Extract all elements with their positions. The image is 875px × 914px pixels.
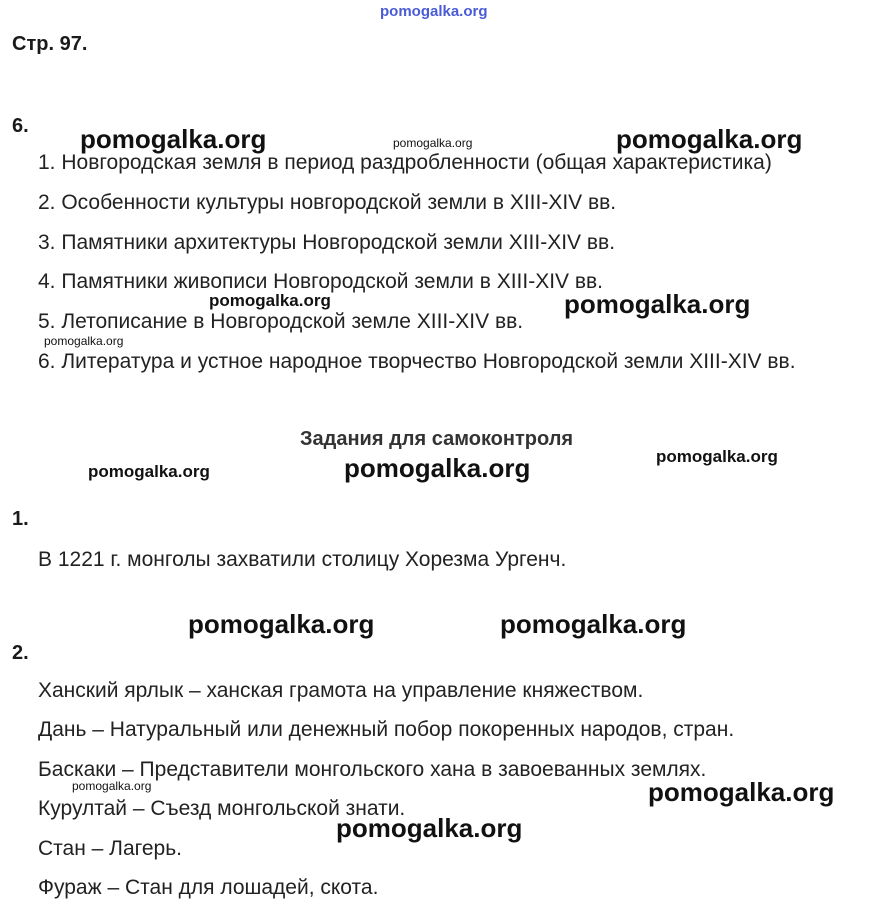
watermark: pomogalka.org [44,334,124,348]
watermark-top: pomogalka.org [380,3,488,20]
term-definition: Курултай – Съезд монгольской знати. [38,797,406,820]
watermark: pomogalka.org [209,291,331,310]
section-6-item: 3. Памятники архитектуры Новгородской земли XIII-XIV вв. [38,231,616,254]
watermark: pomogalka.org [188,609,375,639]
term-definition: Стан – Лагерь. [38,837,182,860]
section-6-number: 6. [12,115,29,137]
term-definition: Дань – Натуральный или денежный побор покоренных народов, стран. [38,718,735,741]
term-definition: Ханский ярлык – ханская грамота на управление княжеством. [38,679,644,702]
page-label: Стр. 97. [12,33,88,55]
watermark: pomogalka.org [648,777,835,807]
task-2-number: 2. [12,642,29,664]
watermark: pomogalka.org [393,136,473,150]
watermark: pomogalka.org [500,609,687,639]
watermark: pomogalka.org [80,124,267,154]
section-6-item: 5. Летописание в Новгородской земле XIII-XIV вв. [38,310,524,333]
task-1-text: В 1221 г. монголы захватили столицу Хорезма Ургенч. [38,548,567,571]
term-definition: Фураж – Стан для лошадей, скота. [38,876,379,899]
watermark: pomogalka.org [564,289,751,319]
section-6-item: 2. Особенности культуры новгородской земли в XIII-XIV вв. [38,191,617,214]
watermark: pomogalka.org [656,447,778,466]
term-definition: Баскаки – Представители монгольского хана в завоеванных землях. [38,758,707,781]
task-1-number: 1. [12,508,29,530]
watermark: pomogalka.org [616,124,803,154]
section-6-item: 1. Новгородская земля в период раздробленности (общая характеристика) [38,151,772,174]
watermark: pomogalka.org [344,453,531,483]
watermark: pomogalka.org [336,813,523,843]
watermark: pomogalka.org [72,779,152,793]
section-6-item: 6. Литература и устное народное творчество Новгородской земли XIII-XIV вв. [38,350,796,373]
section-6-item: 4. Памятники живописи Новгородской земли в XIII-XIV вв. [38,270,604,293]
watermark: pomogalka.org [88,462,210,481]
self-check-heading: Задания для самоконтроля [300,428,574,450]
